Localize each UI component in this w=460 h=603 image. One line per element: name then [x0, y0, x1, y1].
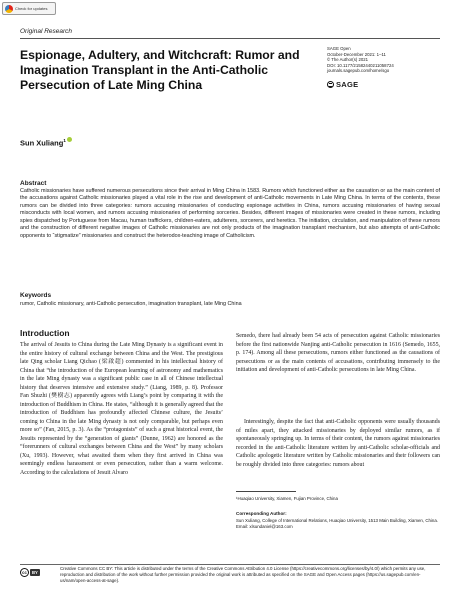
author-name: Sun Xuliang: [20, 138, 64, 148]
abstract-text: Catholic missionaries have suffered numerous persecutions since their arrival in Ming China in 1583. Rumors which functioned either as the causation or as the main content of the accusations against Catholic missionaries played a vital role in the rise and development of anti-Catholic movements in Late Ming China. In terms of the contents, these rumors can be divided into three categories: rumors accusing missionaries of conducting espionage activities in China, rumors accusing missionaries of having sexual misconducts with local women, and rumors accusing missionaries of performing sorceries. Besides, different images of missionaries were created in these rumors, including spies dispatched by Portuguese from Macau, human traffickers, children-eaters, adulterers, sorcerers, and heretics. The initiation, circulation, and manipulation of these rumors and the construction of different negative images of Catholic missionaries are not only products of the imagination transplant mechanism, but also attempts of anti-Catholic opponents to “stigmatize” missionaries and construct the heterodox-teaching image of Catholicism.: [20, 188, 440, 239]
check-for-updates-badge[interactable]: [2, 2, 56, 15]
keywords-text: rumor, Catholic missionary, anti-Catholic persecution, imagination transplant, late Ming China: [20, 301, 242, 307]
sage-logo-text: SAGE: [336, 80, 359, 89]
corresponding-author-details: [236, 518, 440, 530]
introduction-right-paragraph-1: Semedo, there had already been 54 acts of persecution against Catholic missionaries before the first nationwide Nanjing anti-Catholic persecution in 1616 (Semedo, 1655, p. 174). Among all these persecutions, rumors either functioned as the causations of persecutions or as the main contents of accusations, contributing immensely to the initiation and development of anti-Catholic persecutions in late Ming China.: [236, 333, 440, 374]
creative-commons-badge[interactable]: [20, 567, 56, 578]
attribution-icon: BY: [32, 570, 38, 575]
abstract-heading: Abstract: [20, 180, 47, 187]
introduction-left-column: The arrival of Jesuits to China during the Late Ming Dynasty is a significant event in the entire history of cultural exchange between China and the West. The prestigious late Qing scholar Liang Qichao (梁啟超) commented in his intellectual history of China that “the introduction of the European learning of astronomy and mathematics in the late Ming dynasty was a significant public case in all of Chinese intellectual history that deserves intensive and extensive study.” (Liang, 1989, p. 8). Professor Fan Shuzhi (樊樹志) apparently agrees with Liang’s point by comparing it with the introduction of Buddhism in China. He states, “although it is generally agreed that the introduction of Buddhism has profoundly affected Chinese culture, the Jesuits’ coming to China in the late Ming dynasty is not only comparable, but perhaps even more so” (Fan, 2015, p. 3). As the “protagonists” of such a great historical event, the Jesuits represented by the “generation of giants” (Dunne, 1962) are honored as the “forerunners of cultural exchanges between China and the West” by many scholars (Xu, 1993). However, what awaited them when they first arrived in China was seemingly endless harassment or even persecution, rather than a warm welcome. According to the calculations of Jesuit Alvaro: [20, 342, 223, 476]
journal-url[interactable]: journals.sagepub.com/home/sgo: [327, 68, 390, 74]
creative-commons-icon: cc: [20, 568, 29, 577]
keywords-heading: Keywords: [20, 292, 52, 299]
introduction-heading: Introduction: [20, 328, 70, 338]
orcid-icon[interactable]: [67, 137, 72, 142]
license-text: Creative Commons CC BY: This article is distributed under the terms of the Creative Commons Attribution 4.0 License (https://creativecommons.org/licenses/by/4.0/) which permits any use, reproduction and distribution of the work without further permission provided the original work is attributed as specified on the SAGE and Open Access pages (https://us.sagepub.com/en-us/nam/open-access-at-sage).: [60, 566, 426, 583]
journal-doi[interactable]: DOI: 10.1177/21582440211058724: [327, 62, 394, 68]
corresponding-author-heading: Corresponding Author:: [236, 511, 287, 516]
corresponding-author-email[interactable]: Email: xlsundaniel@163.com: [236, 524, 293, 529]
author-line: [20, 137, 72, 148]
license-rule: [20, 564, 440, 565]
author-affiliation-mark: 1: [63, 138, 66, 143]
article-title: Espionage, Adultery, and Witchcraft: Rumor and Imagination Transplant in the Anti-Catholic Persecution of Late Ming China: [20, 48, 300, 93]
sage-logo-icon: [327, 81, 334, 88]
sage-logo: [327, 80, 358, 89]
affiliation-footnote: ¹Huaqiao University, Xiamen, Fujian Province, China: [236, 496, 338, 501]
journal-issue: October-December 2021: 1–11: [327, 51, 386, 57]
journal-name: SAGE Open: [327, 46, 351, 51]
journal-metadata: [327, 46, 447, 74]
corresponding-author-address: Sun Xuliang, College of International Relations, Huaqiao University, 1513 Main Building, Xiamen, China.: [236, 518, 439, 523]
journal-copyright: © The Author(s) 2021: [327, 57, 369, 63]
footnote-rule: [236, 491, 296, 492]
crossmark-icon: [5, 5, 13, 13]
article-type-label: Original Research: [20, 28, 73, 35]
introduction-right-paragraph-2: Interestingly, despite the fact that anti-Catholic opponents were usually thousands of miles apart, they attacked missionaries by deployed similar rumors, as if spontaneously springing up. In terms of their content, the rumors against missionaries recorded in the anti-Catholic literature written by anti-Catholic scholar-officials and Catholic apologetic literature written by Catholic missionaries and their followers can be roughly divided into three categories: rumors about: [236, 419, 440, 468]
check-for-updates-label: Check for updates: [15, 6, 48, 11]
header-rule: [20, 38, 440, 39]
